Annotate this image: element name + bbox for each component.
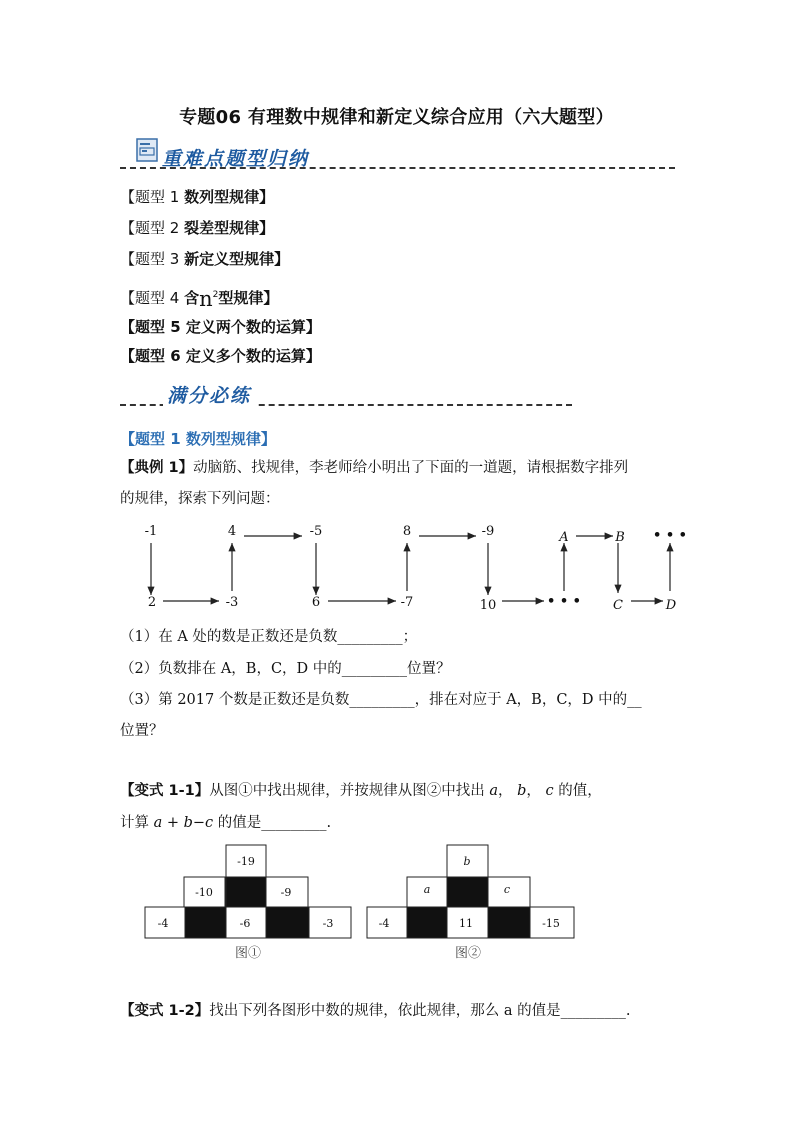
toc-item-2: 【题型 2 裂差型规律】 [120,219,275,237]
page-title: 专题06 有理数中规律和新定义综合应用（六大题型） [179,107,614,128]
variant11-text-cont: 计算 a + b−c 的值是_________. [120,815,332,831]
variant12-text: 【变式 1-2】找出下列各图形中数的规律，依此规律，那么 a 的值是_________. [120,1003,631,1019]
sequence-diagram [0,515,793,620]
pyramid-figures [0,840,793,965]
seq-bot-3: 6 [311,595,321,610]
book-icon [136,138,158,162]
fig1-bot-left: -4 [157,917,169,930]
example1-text: 【典例 1】动脑筋、找规律，李老师给小明出了下面的一道题，请根据数字排列 [120,460,629,476]
fig1-caption: 图① [234,946,262,961]
toc-item-4: 【题型 4 含$n^2$型规律】 [120,287,279,311]
seq-top-6: A [559,530,569,545]
example1-text-cont: 的规律，探索下列问题： [120,491,280,507]
fig2-mid-right: c [503,883,511,896]
seq-bot-2: -3 [225,595,239,610]
section-heading-key-types: 重难点题型归纳 [162,148,310,170]
fig2-caption: 图② [454,946,482,961]
seq-top-2: 4 [227,524,237,539]
seq-bot-6: • • • [547,594,581,609]
toc-item-1: 【题型 1 数列型规律】 [120,188,275,206]
fig1-bot-mid: -6 [239,917,251,930]
seq-top-8: • • • [653,528,687,543]
fig1-mid-right: -9 [280,886,292,899]
section-heading-practice: 满分必练 [163,381,255,408]
fig2-bot-right: -15 [542,917,560,930]
seq-top-4: 8 [402,524,412,539]
fig1-mid-left: -10 [195,886,213,899]
seq-bot-4: -7 [400,595,414,610]
example1-q2: （2）负数排在 A，B，C，D 中的_________位置？ [120,661,451,677]
variant11-text: 【变式 1-1】从图①中找出规律，并按规律从图②中找出 a， b， c 的值， [120,783,602,799]
fig2-mid-left: a [423,883,431,896]
seq-bot-5: 10 [479,598,497,613]
seq-bot-8: D [665,598,677,613]
seq-top-5: -9 [481,524,495,539]
example1-q1: （1）在 A 处的数是正数还是负数_________； [120,629,418,645]
fig2-bot-mid: 11 [459,917,473,930]
example1-q3: （3）第 2017 个数是正数还是负数_________，排在对应于 A，B，C，D 中的__ [120,692,642,708]
toc-item-3: 【题型 3 新定义型规律】 [120,250,290,268]
fig2-top: b [463,855,471,868]
seq-top-1: -1 [144,524,158,539]
fig1-bot-right: -3 [322,917,334,930]
seq-bot-1: 2 [147,595,157,610]
type1-heading: 【题型 1 数列型规律】 [120,430,276,448]
seq-bot-7: C [613,598,623,613]
fig1-top: -19 [237,855,255,868]
seq-top-3: -5 [309,524,323,539]
section-divider [120,167,675,169]
toc-item-6: 【题型 6 定义多个数的运算】 [120,347,321,365]
example1-q3-cont: 位置？ [120,723,164,739]
seq-top-7: B [615,530,625,545]
fig2-bot-left: -4 [378,917,390,930]
toc-item-5: 【题型 5 定义两个数的运算】 [120,318,321,336]
